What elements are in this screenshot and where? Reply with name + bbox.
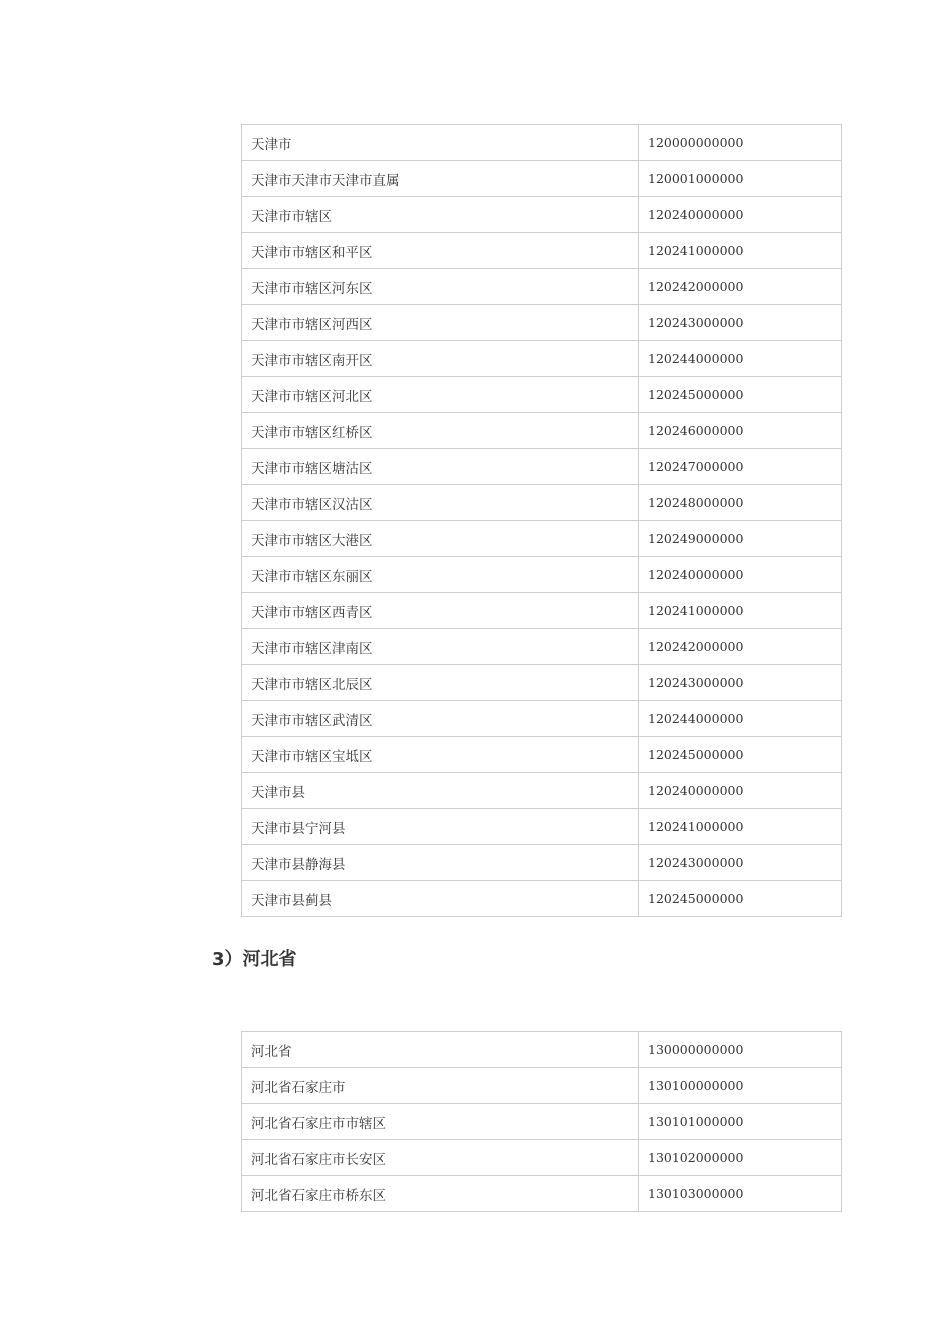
- region-code-cell: 120249000000: [639, 521, 842, 557]
- region-name-cell: 天津市市辖区武清区: [242, 701, 639, 737]
- table-row: [242, 125, 842, 161]
- region-name-cell: 河北省石家庄市: [242, 1068, 639, 1104]
- table-row: [242, 1068, 842, 1104]
- section-heading-hebei: 3）河北省: [212, 949, 297, 970]
- table-row: [242, 449, 842, 485]
- region-name-cell: 天津市市辖区河西区: [242, 305, 639, 341]
- region-code-cell: 120247000000: [639, 449, 842, 485]
- table-row: [242, 593, 842, 629]
- table-row: [242, 665, 842, 701]
- region-code-cell: 120243000000: [639, 305, 842, 341]
- hebei-table-body: [242, 1032, 842, 1212]
- region-name-cell: 天津市县蓟县: [242, 881, 639, 917]
- region-code-cell: 120240000000: [639, 557, 842, 593]
- table-row: [242, 485, 842, 521]
- region-name-cell: 天津市市辖区东丽区: [242, 557, 639, 593]
- region-code-cell: 120001000000: [639, 161, 842, 197]
- region-name-cell: 天津市市辖区南开区: [242, 341, 639, 377]
- region-code-cell: 120243000000: [639, 665, 842, 701]
- region-name-cell: 天津市市辖区大港区: [242, 521, 639, 557]
- region-name-cell: 天津市市辖区: [242, 197, 639, 233]
- table-row: [242, 629, 842, 665]
- region-code-cell: 120242000000: [639, 269, 842, 305]
- tianjin-table-body: [242, 125, 842, 917]
- table-row: [242, 197, 842, 233]
- region-name-cell: 河北省石家庄市桥东区: [242, 1176, 639, 1212]
- region-name-cell: 河北省: [242, 1032, 639, 1068]
- table-row: [242, 521, 842, 557]
- region-code-cell: 120243000000: [639, 845, 842, 881]
- table-row: [242, 269, 842, 305]
- region-name-cell: 天津市市辖区宝坻区: [242, 737, 639, 773]
- hebei-code-table: [241, 1031, 842, 1212]
- region-name-cell: 天津市县静海县: [242, 845, 639, 881]
- region-name-cell: 河北省石家庄市市辖区: [242, 1104, 639, 1140]
- table-row: [242, 809, 842, 845]
- region-code-cell: 120246000000: [639, 413, 842, 449]
- table-row: [242, 1140, 842, 1176]
- region-name-cell: 天津市县: [242, 773, 639, 809]
- region-code-cell: 120245000000: [639, 881, 842, 917]
- table-row: [242, 233, 842, 269]
- table-row: [242, 161, 842, 197]
- table-row: [242, 341, 842, 377]
- region-code-cell: 120242000000: [639, 629, 842, 665]
- table-row: [242, 557, 842, 593]
- region-name-cell: 天津市市辖区河东区: [242, 269, 639, 305]
- region-code-cell: 130000000000: [639, 1032, 842, 1068]
- table-row: [242, 737, 842, 773]
- region-code-cell: 130103000000: [639, 1176, 842, 1212]
- region-name-cell: 天津市市辖区汉沽区: [242, 485, 639, 521]
- table-row: [242, 1104, 842, 1140]
- region-code-cell: 120245000000: [639, 377, 842, 413]
- region-name-cell: 天津市市辖区塘沽区: [242, 449, 639, 485]
- region-name-cell: 天津市天津市天津市直属: [242, 161, 639, 197]
- region-code-cell: 130102000000: [639, 1140, 842, 1176]
- table-row: [242, 701, 842, 737]
- region-name-cell: 天津市市辖区西青区: [242, 593, 639, 629]
- region-code-cell: 130100000000: [639, 1068, 842, 1104]
- region-code-cell: 120248000000: [639, 485, 842, 521]
- table-row: [242, 377, 842, 413]
- tianjin-code-table: [241, 124, 842, 917]
- region-code-cell: 120244000000: [639, 701, 842, 737]
- region-code-cell: 120240000000: [639, 773, 842, 809]
- region-code-cell: 120245000000: [639, 737, 842, 773]
- table-row: [242, 773, 842, 809]
- region-code-cell: 120000000000: [639, 125, 842, 161]
- table-row: [242, 413, 842, 449]
- region-name-cell: 天津市市辖区红桥区: [242, 413, 639, 449]
- region-name-cell: 天津市市辖区和平区: [242, 233, 639, 269]
- region-name-cell: 天津市市辖区北辰区: [242, 665, 639, 701]
- region-code-cell: 120241000000: [639, 809, 842, 845]
- region-name-cell: 天津市县宁河县: [242, 809, 639, 845]
- region-name-cell: 河北省石家庄市长安区: [242, 1140, 639, 1176]
- region-name-cell: 天津市市辖区津南区: [242, 629, 639, 665]
- region-code-cell: 120241000000: [639, 233, 842, 269]
- region-code-cell: 120241000000: [639, 593, 842, 629]
- region-code-cell: 120240000000: [639, 197, 842, 233]
- region-name-cell: 天津市市辖区河北区: [242, 377, 639, 413]
- region-code-cell: 130101000000: [639, 1104, 842, 1140]
- table-row: [242, 1176, 842, 1212]
- region-name-cell: 天津市: [242, 125, 639, 161]
- table-row: [242, 1032, 842, 1068]
- table-row: [242, 881, 842, 917]
- table-row: [242, 305, 842, 341]
- region-code-cell: 120244000000: [639, 341, 842, 377]
- table-row: [242, 845, 842, 881]
